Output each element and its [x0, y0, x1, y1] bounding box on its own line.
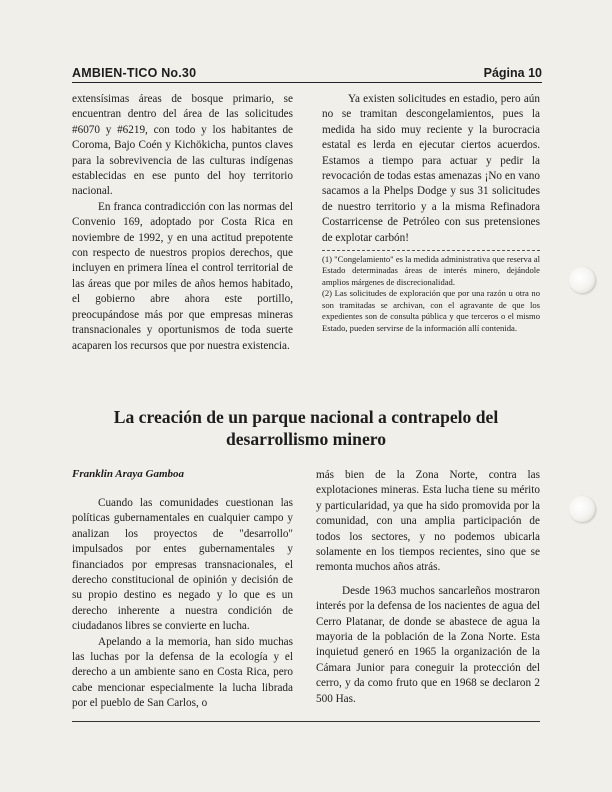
- paragraph: En franca contradicción con las normas del Convenio 169, adoptado por Costa Rica en noviembre de 1992, y en una actitud prepotente con respecto de nuestros propios derechos, que incluyen en primera línea el control territorial de las áreas que por miles de años hemos habitado, el gobierno abre ahora este portillo, preocupándose más por que empresas mineras transnacionales y oportunismos de toda suerte acaparen los recursos que por nuestra existencia.: [72, 200, 293, 352]
- paragraph: más bien de la Zona Norte, contra las explotaciones mineras. Esta lucha tiene su mérito y particularidad, ya que ha sido promovida por la comunidad, con una amplia participación de todos los sectores, y no podemos ubicarla solamente en los tiempos recientes, sino que se remonta muchos años atrás.: [316, 469, 540, 574]
- article-author: Franklin Araya Gamboa: [72, 468, 185, 480]
- punch-hole: [569, 496, 595, 522]
- paragraph: Ya existen solicitudes en estadio, pero aún no se tramitan descongelamientos, pues la medida ha sido muy reciente y la burocracia estatal es lerda en ejecutar ciertos acuerdos. Estamos a tiempo para actuar y pedir la revocación de todas estas amenazas ¡No en vano sacamos a la Phelps Dodge y sus 31 solicitudes de nuestro territorio y a la misma Refinadora Costarricense de Petróleo con sus pretensiones de explotar carbón!: [322, 93, 540, 244]
- paragraph: Apelando a la memoria, han sido muchas las luchas por la defensa de la ecología y el derecho a un ambiente sano en Costa Rica, pero cabe mencionar especialmente la lucha librada por el pueblo de San Carlos, o: [72, 635, 293, 710]
- top-right-column: [322, 92, 540, 334]
- paragraph: extensísimas áreas de bosque primario, se encuentran dentro del área de las solicitudes #6070 y #6219, con todo y los habitantes de Coroma, Bajo Coén y Kichökicha, puntos claves para la sobrevivencia de las culturas indígenas establecidas en ese punto del hoy territorio nacional.: [72, 93, 293, 198]
- punch-hole: [569, 267, 595, 293]
- page-number: Página 10: [483, 66, 542, 80]
- footnote-2: (2) Las solicitudes de exploración que por una razón u otra no son tramitadas se archivan, con el agravante de que los expedientes son de consulta pública y que terceros o el mismo Estado, pueden servirse de la información allí contenida.: [322, 288, 540, 333]
- bottom-right-column: [316, 468, 540, 707]
- header-rule: [72, 82, 542, 83]
- journal-name: AMBIEN-TICO No.30: [72, 66, 197, 80]
- top-left-column: [72, 92, 293, 354]
- footnote-divider: [322, 250, 540, 251]
- paragraph: Desde 1963 muchos sancarleños mostraron interés por la defensa de los nacientes de agua del Cerro Platanar, de donde se abastece de agua la mayoria de la población de la Zona Norte. Esta inquietud generó en 1965 la organización de la Cámara Junior para coneguir la protección del cerro, y da como fruto que en 1968 se declaron 2 500 Has.: [316, 584, 540, 705]
- paragraph: Cuando las comunidades cuestionan las políticas gubernamentales en cualquier campo y analizan los proyectos de "desarrollo" impulsados por entes gubernamentales y financiados por empresas transnacionales, el derecho constitucional de opinión y decisión de su propio destino es negado y lo que es un derecho inherente a nuestra condición de ciudadanos libres se convierte en lucha.: [72, 497, 293, 633]
- bottom-left-column: [72, 496, 293, 712]
- article-title: La creación de un parque nacional a contrapelo del desarrollismo minero: [113, 407, 499, 449]
- footer-rule: [72, 721, 540, 722]
- footnote-1: (1) "Congelamiento" es la medida administrativa que reserva al Estado determinadas áreas de interés minero, dejándole amplios márgenes de discrecionalidad.: [322, 254, 540, 287]
